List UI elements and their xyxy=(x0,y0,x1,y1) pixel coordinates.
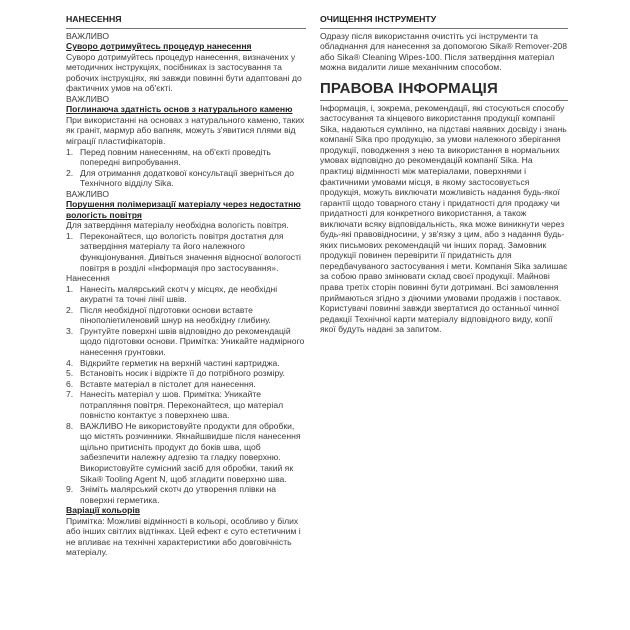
list-item: 5. Встановіть носик і відріжте її до потрібного розміру. xyxy=(66,368,285,379)
list-item: 1. Перед повним нанесенням, на об'єкті проведіть попередні випробування. xyxy=(66,146,271,168)
list-item: 6. Вставте матеріал в пістолет для нанесення. xyxy=(66,378,256,389)
important-text: При використанні на основах з натурального каменю, таких як граніт, мармур або вапняк, можуть з'явитися плями від міграції пластифікаторів. xyxy=(66,114,305,147)
color-variations-heading: Варіації кольорів xyxy=(66,505,141,516)
numbered-list-application xyxy=(66,284,306,505)
list-item: 1. Переконайтеся, що вологість повітря достатня для затвердіння матеріалу та його належного функціонування. Дивіться значення відносної вологості повітря в розділі «Інформація про застосування». xyxy=(66,230,301,273)
section-divider xyxy=(320,100,568,101)
list-item: 1. Нанесіть малярський скотч у місцях, де необхідні акуратні та точні лінії швів. xyxy=(66,283,278,305)
section-divider xyxy=(66,28,306,29)
section-title-application: НАНЕСЕННЯ xyxy=(66,14,122,24)
application-steps-label: Нанесення xyxy=(66,273,110,284)
important-text: Для затвердіння матеріалу необхідна вологість повітря. xyxy=(66,220,289,231)
cleaning-text: Одразу після використання очистіть усі інструменти та обладнання для нанесення за допомогою Sika® Remover-208 або Sika® Cleaning Wipes-100. Після затвердіння матеріал можна видалити лише механічним способом. xyxy=(320,30,567,73)
list-item: 9. Зніміть малярський скотч до утворення плівки на поверхні герметика. xyxy=(66,484,277,505)
section-title-legal: ПРАВОВА ІНФОРМАЦІЯ xyxy=(320,79,498,97)
list-item: 8. ВАЖЛИВО Не використовуйте продукти для обробки, що містять розчинники. Якнайшвидше після нанесення щільно притисніть продукт до боків шва, щоб забезпечити належну адгезію та гладку поверхню. Використовуйте сумісний засіб для обробки, такий як Sika® Tooling Agent N, щоб згладити поверхню шва. xyxy=(66,420,301,484)
important-heading: Суворо дотримуйтесь процедур нанесення xyxy=(66,41,252,52)
section-title-cleaning: ОЧИЩЕННЯ ІНСТРУМЕНТУ xyxy=(320,14,437,24)
important-label: ВАЖЛИВО xyxy=(66,93,110,104)
list-item: 3. Грунтуйте поверхні швів відповідно до рекомендацій щодо підготовки основи. Примітка: Уникайте надмірного нанесення грунтовки. xyxy=(66,325,305,357)
important-label: ВАЖЛИВО xyxy=(66,30,110,41)
list-item: 2. Після необхідної підготовки основи вставте пінополіетиленовий шнур на необхідну глибину. xyxy=(66,304,271,326)
list-item: 7. Нанесіть матеріал у шов. Примітка: Уникайте потрапляння повітря. Переконайтеся, що матеріал повністю контактує з поверхнею шва. xyxy=(66,389,284,421)
list-item: 2. Для отримання додаткової консультації зверніться до Технічного відділу Sika. xyxy=(66,167,295,189)
important-label: ВАЖЛИВО xyxy=(66,188,110,199)
numbered-list xyxy=(66,147,306,189)
list-item: 4. Відкрийте герметик на верхній частині картриджа. xyxy=(66,357,280,368)
important-text: Суворо дотримуйтесь процедур нанесення, визначених у методичних інструкціях, посібниках із застосування та робочих інструкціях, які завжди повинні бути адаптовані до фактичних умов на об'єкті. xyxy=(66,51,302,94)
left-column xyxy=(66,14,306,558)
right-column xyxy=(320,14,568,335)
important-heading: Порушення полімеризації матеріалу через недостатню вологість повітря xyxy=(66,199,301,220)
section-divider xyxy=(320,28,568,29)
numbered-list xyxy=(66,231,306,273)
color-variations-text: Примітка: Можливі відмінності в кольорі, особливо у білих або інших світлих відтінках. Цей ефект є суто естетичним і не впливає на технічні характеристики або довговічність матеріалу. xyxy=(66,515,301,558)
important-heading: Поглинаюча здатність основ з натурального каменю xyxy=(66,104,293,115)
legal-text: Інформація, і, зокрема, рекомендації, які стосуються способу застосування та кінцевого використання продукції компанії Sika, надаються сумлінно, на підставі наявних досвіду і знань компанії Sika про продукцію, за умови належного зберігання продукції, поводження з нею та використання в нормальних умовах відповідно до рекомендацій компанії Sika. На практиці відмінності між матеріалами, поверхнями і фактичними умовами місця, в якому застосовується продукція, можуть виключати можливість надання будь-якої гарантії щодо товарного стану і придатності для продажу чи придатності для конкретного використання, а також виключати всяку відповідальність, яка може виникнути через будь-які правовідносини, у зв'язку з цим, або з надання будь-яких письмових рекомендацій чи інших порад. Замовник продукції повинен перевірити її придатність для передбачуваного застосування і мети. Компанія Sika залишає за собою право змінювати склад своєї продукції. Майнові права третіх сторін повинні бути дотримані. Всі замовлення приймаються згідно з діючими умовами продажів і поставок. Користувачі повинні завжди звертатися до останньої чинної редакції Технічної карти матеріалу відповідного виду, копії якої будуть надані за запитом. xyxy=(320,102,568,335)
